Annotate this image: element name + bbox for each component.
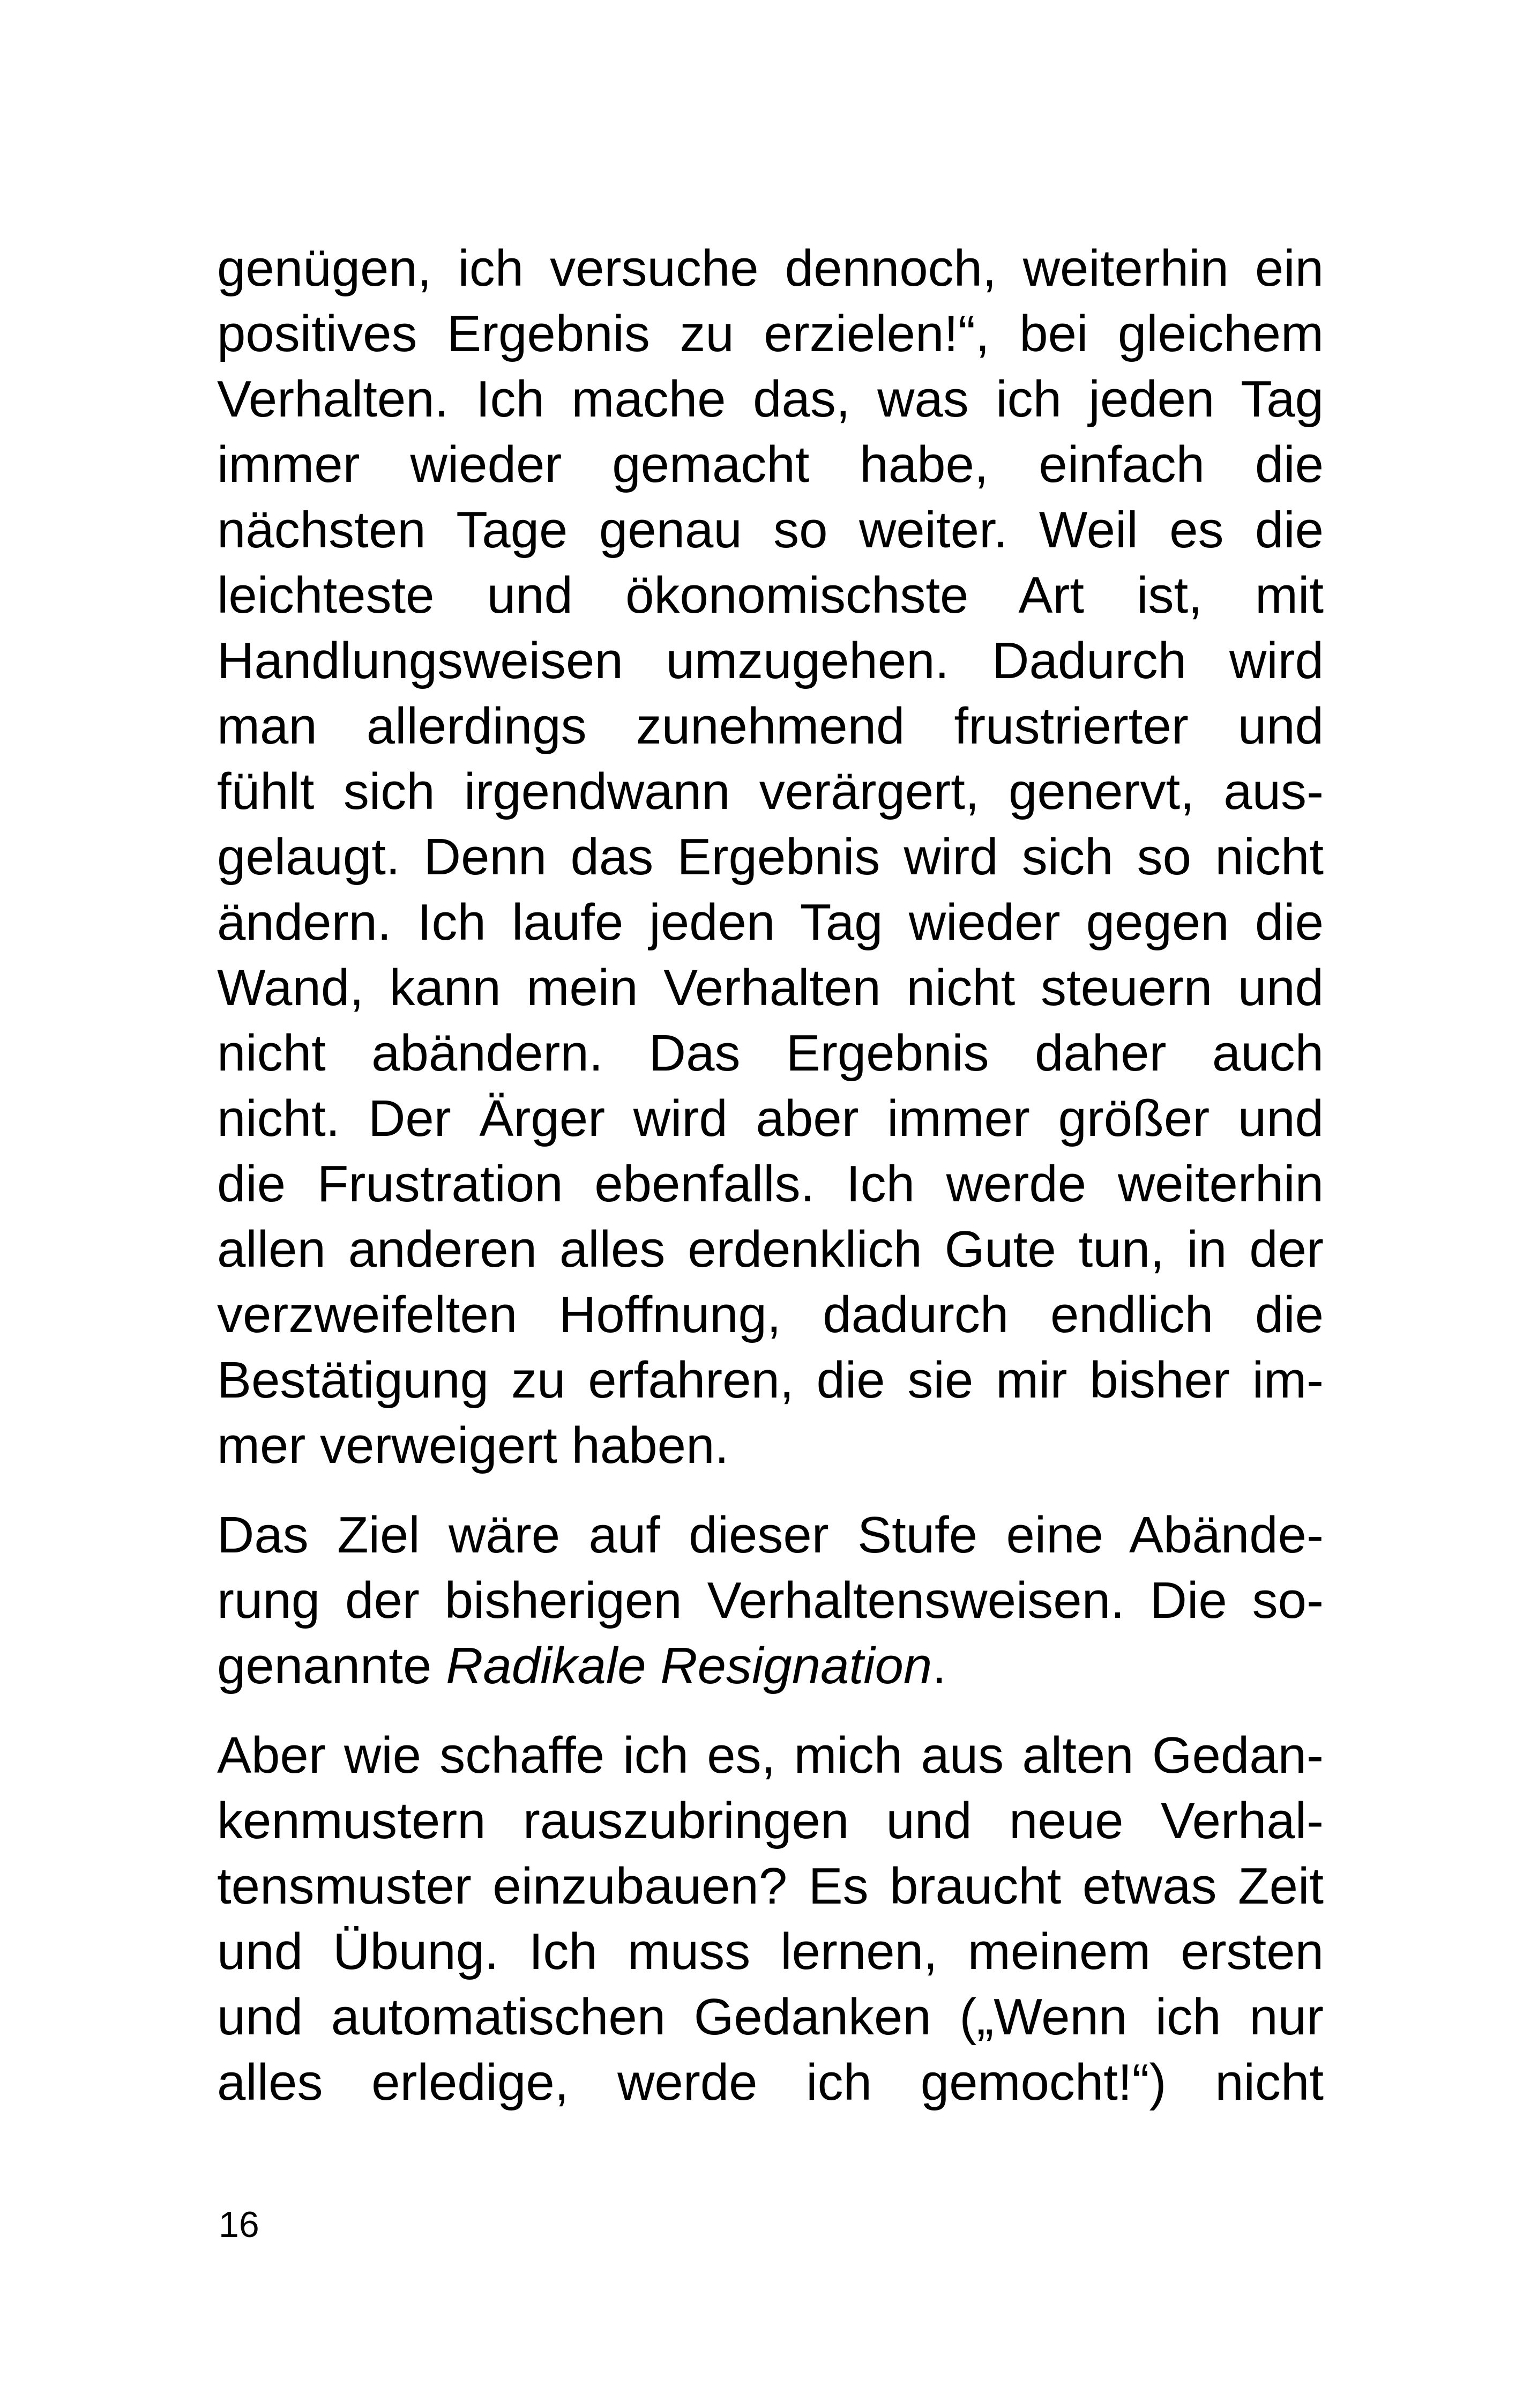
text-segment: nicht. Der Ärger wird aber immer größer und (217, 1090, 1324, 1147)
text-line (217, 1348, 1324, 1413)
text-segment: Wand, kann mein Verhalten nicht steuern und (217, 959, 1324, 1016)
text-segment: leichteste und ökonomischste Art ist, mit (217, 567, 1324, 624)
text-segment: fühlt sich irgendwann verärgert, genervt, aus- (217, 763, 1324, 820)
text-line (217, 1723, 1324, 1788)
text-segment: rung der bisherigen Verhaltensweisen. Die so- (217, 1572, 1324, 1629)
text-line (217, 1217, 1324, 1282)
text-line (217, 1413, 1324, 1478)
text-segment: tensmuster einzubauen? Es braucht etwas Zeit (217, 1857, 1324, 1915)
paragraph (217, 1723, 1324, 2115)
text-line (217, 1788, 1324, 1854)
text-segment: Aber wie schaffe ich es, mich aus alten Gedan- (217, 1727, 1324, 1784)
text-line (217, 759, 1324, 824)
text-line (217, 1568, 1324, 1633)
text-segment: nächsten Tage genau so weiter. Weil es die (217, 501, 1324, 559)
paragraph (217, 1503, 1324, 1699)
text-line (217, 890, 1324, 955)
text-segment: man allerdings zunehmend frustrierter und (217, 697, 1324, 755)
text-line (217, 2050, 1324, 2115)
text-line (217, 367, 1324, 432)
text-segment: ändern. Ich laufe jeden Tag wieder gegen die (217, 894, 1324, 951)
emphasized-text: Radikale Resignation (446, 1637, 932, 1694)
text-line (217, 1633, 1324, 1699)
text-segment: allen anderen alles erdenklich Gute tun, in der (217, 1221, 1324, 1278)
text-segment: mer verweigert haben. (217, 1417, 729, 1474)
text-line (217, 1282, 1324, 1348)
text-segment: immer wieder gemacht habe, einfach die (217, 436, 1324, 493)
text-line (217, 1919, 1324, 1985)
text-segment: die Frustration ebenfalls. Ich werde weiterhin (217, 1155, 1324, 1213)
text-segment: Verhalten. Ich mache das, was ich jeden Tag (217, 370, 1324, 428)
text-line (217, 1985, 1324, 2050)
text-line (217, 432, 1324, 497)
text-line (217, 563, 1324, 628)
text-segment: alles erledige, werde ich gemocht!“) nicht (217, 2054, 1324, 2111)
text-line (217, 1854, 1324, 1919)
text-segment: und automatischen Gedanken („Wenn ich nur (217, 1988, 1324, 2046)
text-line (217, 236, 1324, 301)
text-segment: positives Ergebnis zu erzielen!“, bei gleichem (217, 305, 1324, 362)
text-line (217, 301, 1324, 367)
text-segment: genügen, ich versuche dennoch, weiterhin ein (217, 240, 1324, 297)
text-line (217, 1503, 1324, 1568)
body-text (217, 236, 1324, 2139)
page-number: 16 (219, 2204, 259, 2245)
text-segment: Bestätigung zu erfahren, die sie mir bisher im- (217, 1351, 1324, 1409)
text-segment: verzweifelten Hoffnung, dadurch endlich die (217, 1286, 1324, 1343)
text-line (217, 1151, 1324, 1217)
text-segment: Handlungsweisen umzugehen. Dadurch wird (217, 632, 1324, 689)
text-line (217, 497, 1324, 563)
paragraph (217, 236, 1324, 1478)
text-line (217, 955, 1324, 1021)
text-line (217, 1086, 1324, 1151)
text-line (217, 628, 1324, 694)
text-segment: kenmustern rauszubringen und neue Verhal- (217, 1792, 1324, 1849)
text-segment: . (932, 1637, 946, 1694)
text-line (217, 1021, 1324, 1086)
text-segment: genannte (217, 1637, 446, 1694)
text-line (217, 824, 1324, 890)
text-segment: gelaugt. Denn das Ergebnis wird sich so nicht (217, 828, 1324, 886)
text-segment: Das Ziel wäre auf dieser Stufe eine Abände- (217, 1506, 1324, 1564)
text-line (217, 694, 1324, 759)
text-segment: nicht abändern. Das Ergebnis daher auch (217, 1024, 1324, 1082)
text-segment: und Übung. Ich muss lernen, meinem ersten (217, 1923, 1324, 1980)
